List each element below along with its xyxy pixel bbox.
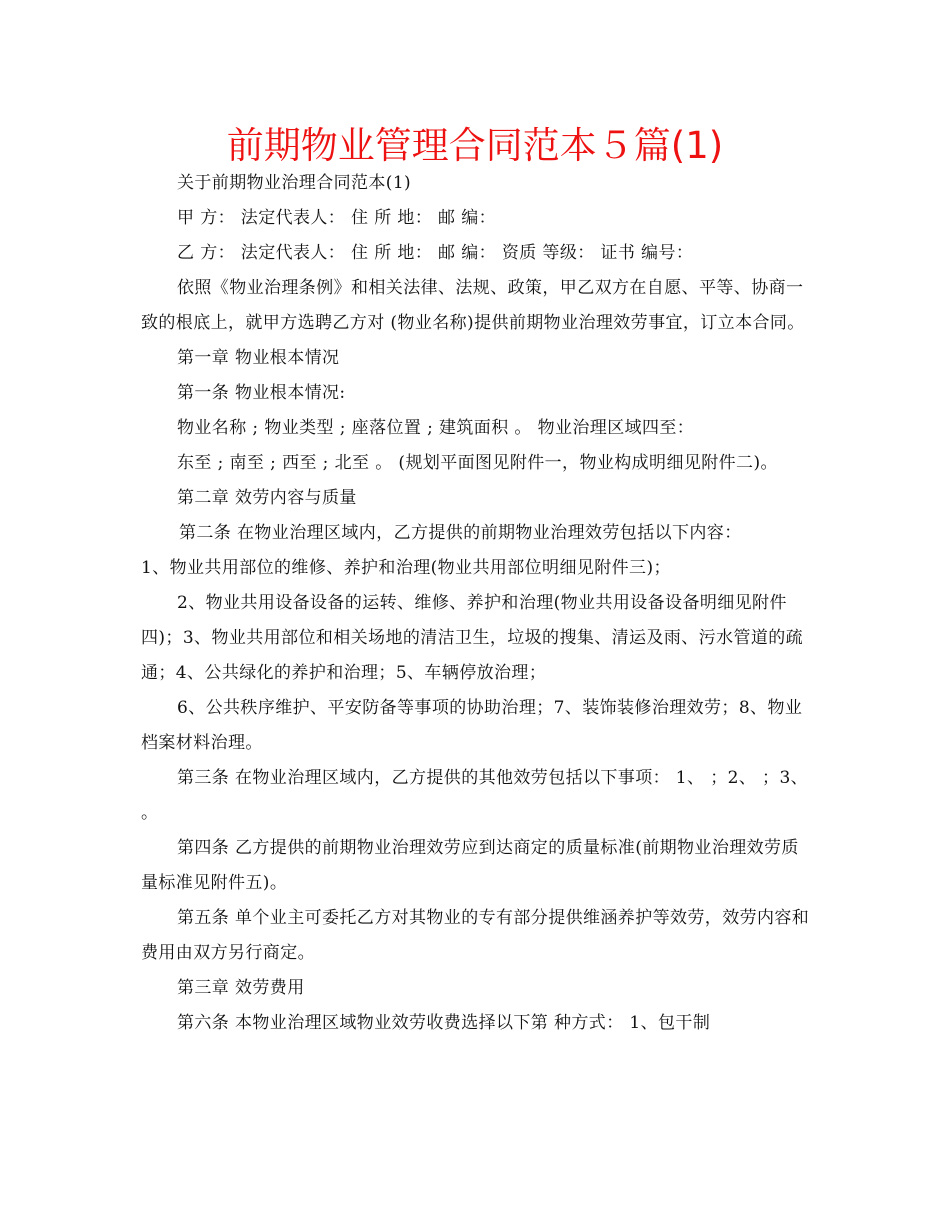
document-title: 前期物业管理合同范本５篇(1) <box>226 124 724 167</box>
paragraph: 第四条 乙方提供的前期物业治理效劳应到达商定的质量标准(前期物业治理效劳质量标准见附件五)。 <box>141 838 799 893</box>
paragraph: 东至 ; 南至 ; 西至 ; 北至 。 (规划平面图见附件一，物业构成明细见附件二)。 <box>177 453 778 473</box>
paragraph: 1、物业共用部位的维修、养护和治理(物业共用部位明细见附件三)； <box>141 558 671 578</box>
chapter-heading: 第一章 物业根本情况 <box>177 348 340 368</box>
chapter-heading: 第三章 效劳费用 <box>177 978 305 998</box>
paragraph: 第二条 在物业治理区域内，乙方提供的前期物业治理效劳包括以下内容： <box>179 523 742 543</box>
paragraph: 第五条 单个业主可委托乙方对其物业的专有部分提供维涵养护等效劳，效劳内容和费用由双方另行商定。 <box>141 908 810 963</box>
paragraph: 第三条 在物业治理区域内，乙方提供的其他效劳包括以下事项： 1、 ；2、 ；3、 。 <box>141 768 809 823</box>
paragraph: 关于前期物业治理合同范本(1) <box>177 173 412 193</box>
paragraph: 甲 方： 法定代表人： 住 所 地： 邮 编： <box>177 208 497 228</box>
paragraph: 2、物业共用设备设备的运转、维修、养护和治理(物业共用设备设备明细见附件四)；3、物业共用部位和相关场地的清洁卫生，垃圾的搜集、清运及雨、污水管道的疏通；4、公共绿化的养护和治理；5、车辆停放治理； <box>141 593 804 683</box>
paragraph: 第六条 本物业治理区域物业效劳收费选择以下第 种方式： 1、包干制 <box>177 1013 711 1033</box>
paragraph: 乙 方： 法定代表人： 住 所 地： 邮 编： 资质 等级： 证书 编号： <box>177 243 694 263</box>
paragraph: 依照《物业治理条例》和相关法律、法规、政策，甲乙双方在自愿、平等、协商一致的根底上，就甲方选聘乙方对 (物业名称)提供前期物业治理效劳事宜，订立本合同。 <box>141 278 805 333</box>
document-body <box>141 166 813 1041</box>
paragraph: 6、公共秩序维护、平安防备等事项的协助治理；7、装饰装修治理效劳；8、物业档案材料治理。 <box>141 698 803 753</box>
paragraph: 第一条 物业根本情况: <box>177 383 346 403</box>
chapter-heading: 第二章 效劳内容与质量 <box>177 488 357 508</box>
paragraph: 物业名称 ; 物业类型 ; 座落位置 ; 建筑面积 。 物业治理区域四至： <box>177 418 695 438</box>
